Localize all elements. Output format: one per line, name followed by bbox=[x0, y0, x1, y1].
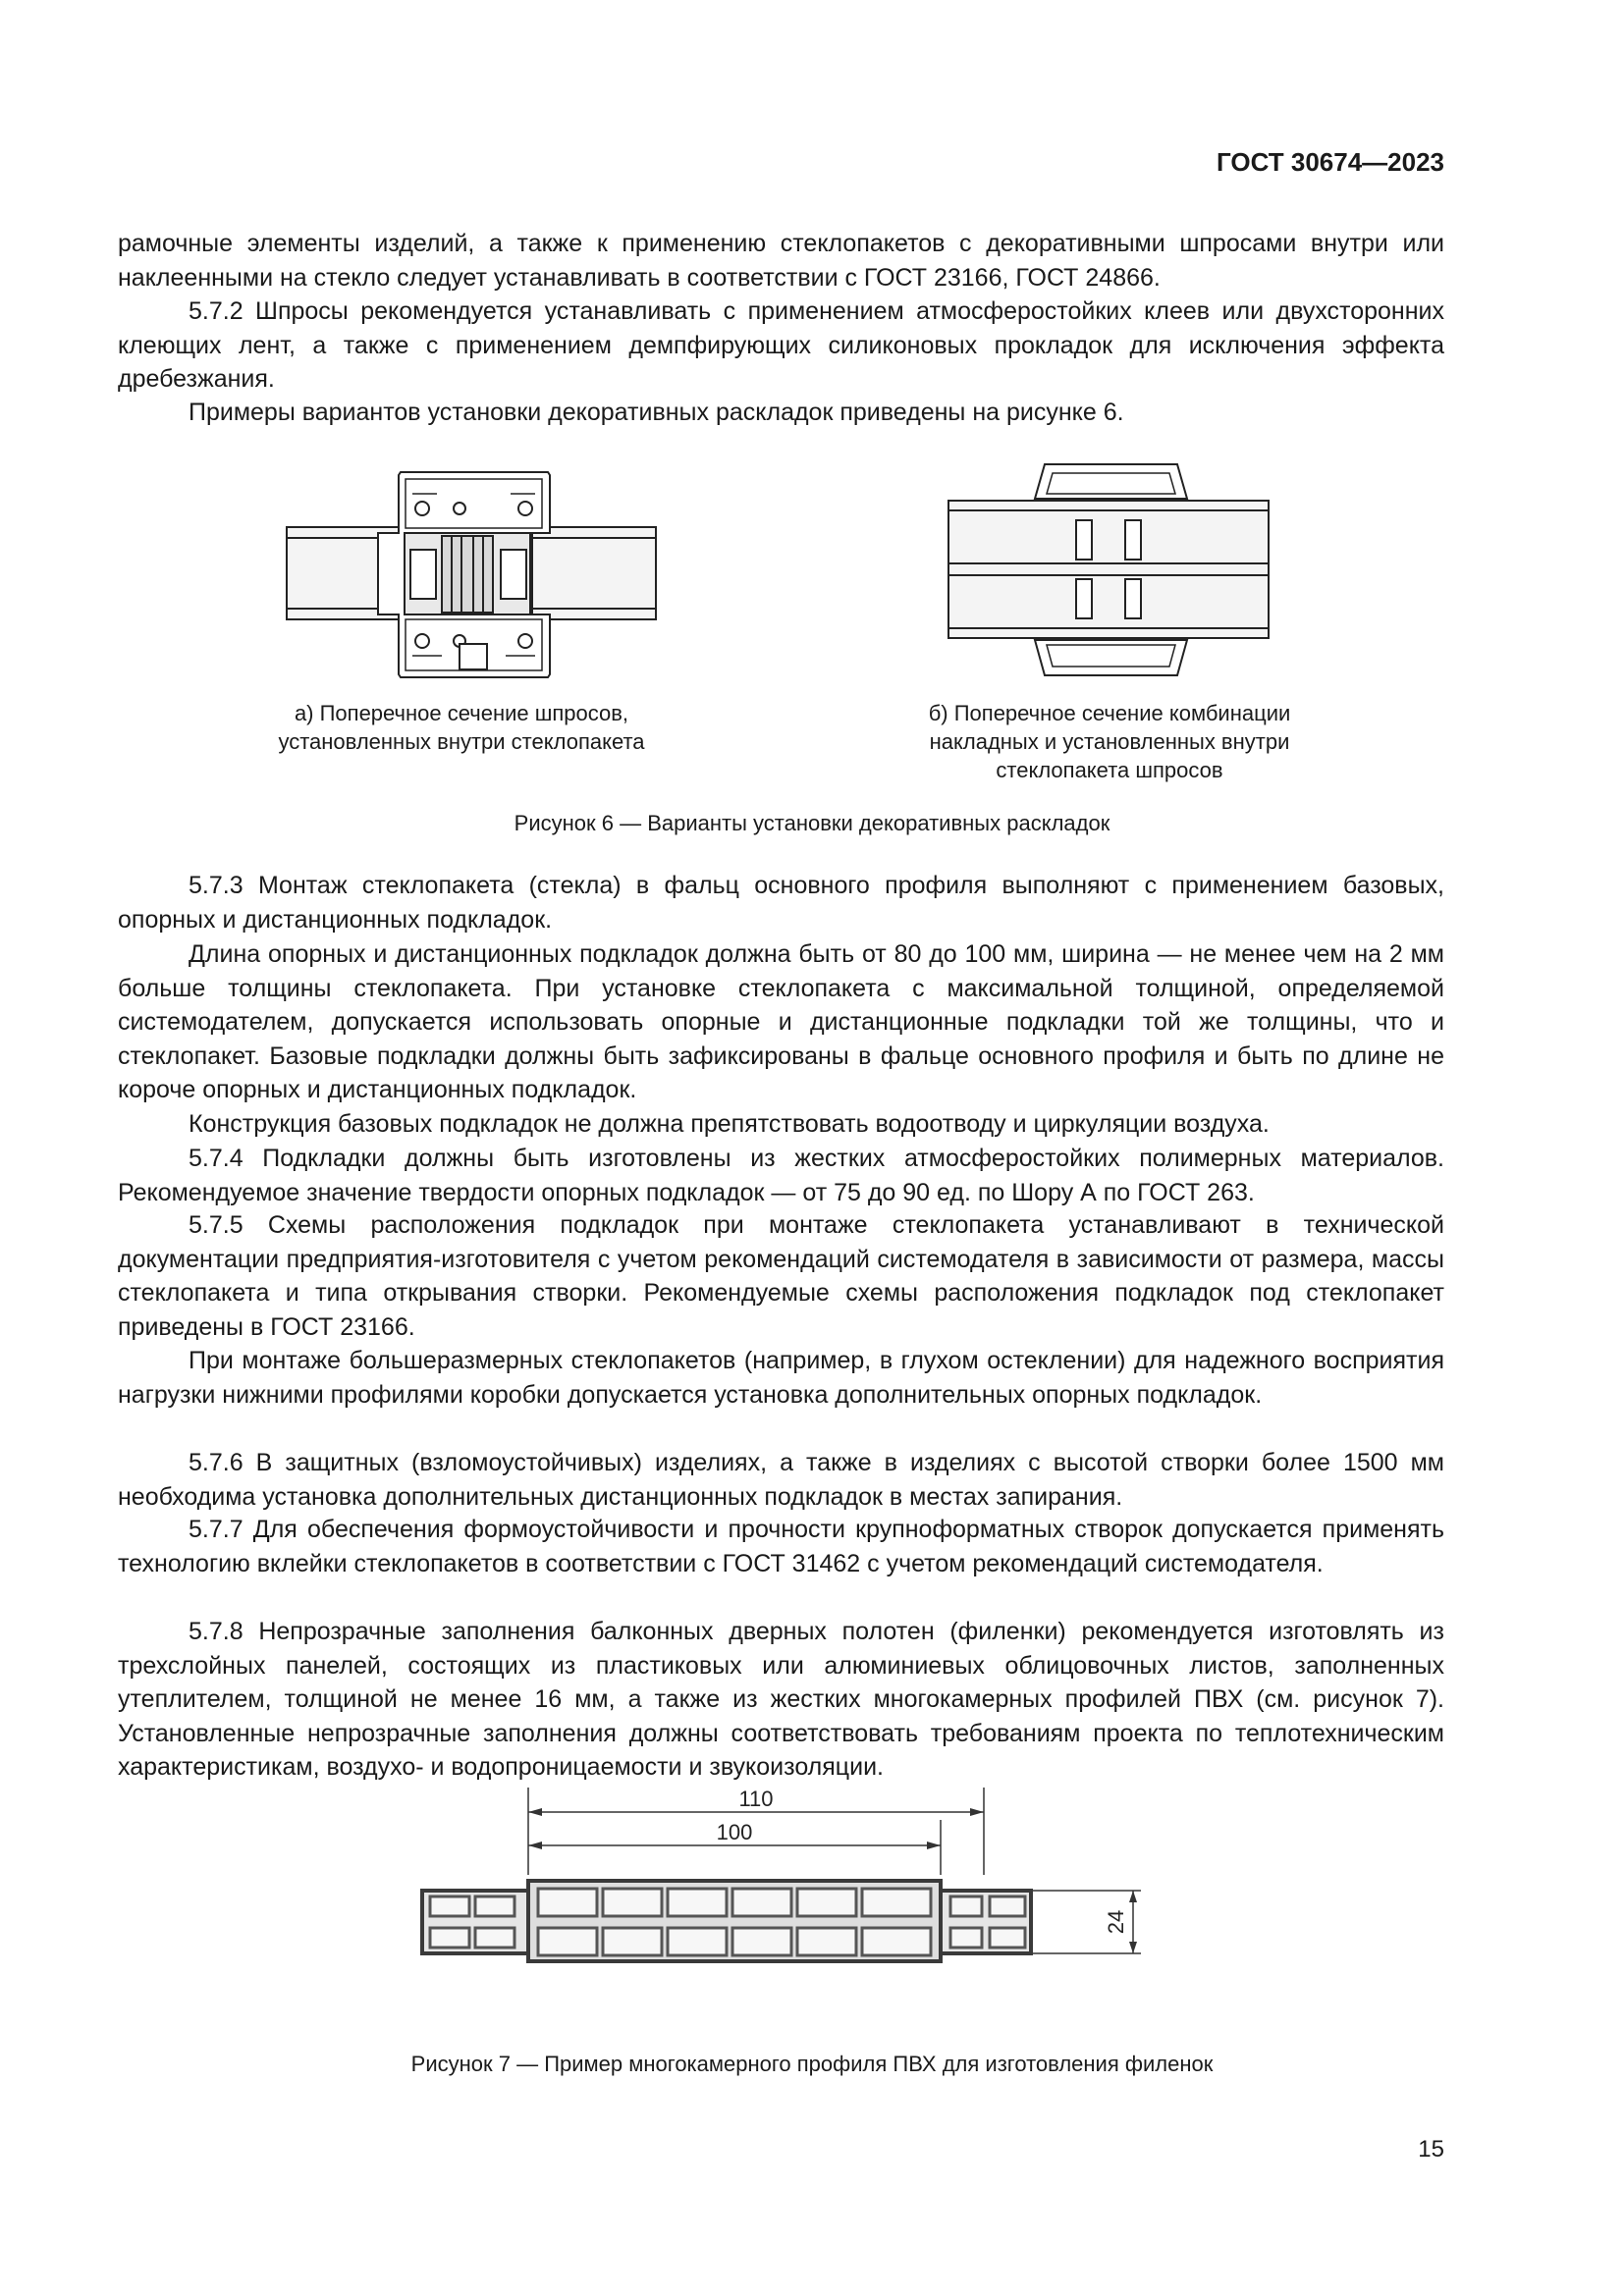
paragraph-pad-length: Длина опорных и дистанционных подкладок должна быть от 80 до 100 мм, ширина — не менее чем на 2 мм больше толщины стеклопакета. При установке стеклопакета с максимальной толщиной, определяемой системодателем, допускается использовать опорные и дистанционные подкладки той же толщины, что и стеклопакет. Базовые подкладки должны быть зафиксированы в фальце основного профиля и быть по длине не короче опорных и дистанционных подкладок. bbox=[118, 940, 1444, 1103]
paragraph-5-7-2: 5.7.2 Шпросы рекомендуется устанавливать с применением атмосферостойких клеев или двухсторонних клеющих лент, а также с применением демпфирующих силиконовых прокладок для исключения эффекта дребезжания. bbox=[118, 297, 1444, 393]
paragraph-figure6-reference: Примеры вариантов установки декоративных раскладок приведены на рисунке 6. bbox=[189, 399, 1124, 426]
figure6-title: Рисунок 6 — Варианты установки декоративных раскладок bbox=[514, 811, 1110, 835]
paragraph-5-7-5: 5.7.5 Схемы расположения подкладок при монтаже стеклопакета устанавливают в технической документации предприятия-изготовителя с учетом рекомендаций системодателя в зависимости от размера, массы стеклопакета и типа открывания створки. Рекомендуемые схемы расположения подкладок под стеклопакет приведены в ГОСТ 23166. bbox=[118, 1211, 1444, 1341]
figure7-title: Рисунок 7 — Пример многокамерного профиля ПВХ для изготовления филенок bbox=[410, 2052, 1214, 2076]
figure6b-drawing bbox=[947, 461, 1271, 682]
document-header: ГОСТ 30674—2023 bbox=[1217, 147, 1444, 177]
paragraph-continuation: рамочные элементы изделий, а также к применению стеклопакетов с декоративными шпросами внутри или наклеенными на стекло следует устанавливать в соответствии с ГОСТ 23166, ГОСТ 24866. bbox=[118, 230, 1444, 292]
figure7-drawing bbox=[412, 1785, 1159, 1981]
figure6a-caption: а) Поперечное сечение шпросов, установленных внутри стеклопакета bbox=[278, 701, 645, 754]
paragraph-5-7-6: 5.7.6 В защитных (взломоустойчивых) изделиях, а также в изделиях с высотой створки более 1500 мм необходима установка дополнительных дистанционных подкладок в местах запирания. bbox=[118, 1449, 1444, 1511]
dim-24-label: 24 bbox=[1104, 1909, 1128, 1935]
figure6a-drawing bbox=[285, 469, 658, 680]
paragraph-5-7-3: 5.7.3 Монтаж стеклопакета (стекла) в фальц основного профиля выполняют с применением базовых, опорных и дистанционных подкладок. bbox=[118, 872, 1444, 934]
paragraph-5-7-8: 5.7.8 Непрозрачные заполнения балконных дверных полотен (филенки) рекомендуется изготовлять из трехслойных панелей, состоящих из пластиковых или алюминиевых облицовочных листов, заполненных утеплителем, толщиной не менее 16 мм, а также из жестких многокамерных профилей ПВХ (см. рисунок 7). Установленные непрозрачные заполнения должны соответствовать требованиям проекта по теплотехническим характеристикам, воздухо- и водопроницаемости и звукоизоляции. bbox=[118, 1618, 1444, 1781]
paragraph-5-7-4: 5.7.4 Подкладки должны быть изготовлены из жестких атмосферостойких полимерных материалов. Рекомендуемое значение твердости опорных подкладок — от 75 до 90 ед. по Шору А по ГОСТ 263. bbox=[118, 1145, 1444, 1206]
paragraph-pad-design: Конструкция базовых подкладок не должна препятствовать водоотводу и циркуляции воздуха. bbox=[189, 1110, 1270, 1138]
paragraph-large-units: При монтаже большеразмерных стеклопакетов (например, в глухом остеклении) для надежного восприятия нагрузки нижними профилями коробки допускается установка дополнительных опорных подкладок. bbox=[118, 1347, 1444, 1409]
page-number: 15 bbox=[1418, 2136, 1444, 2163]
dim-110-label: 110 bbox=[738, 1787, 774, 1811]
paragraph-5-7-7: 5.7.7 Для обеспечения формоустойчивости и прочности крупноформатных створок допускается применять технологию вклейки стеклопакетов в соответствии с ГОСТ 31462 с учетом рекомендаций системодателя. bbox=[118, 1516, 1444, 1577]
figure6b-caption: б) Поперечное сечение комбинации накладных и установленных внутри стеклопакета шпросов bbox=[928, 701, 1291, 782]
dim-100-label: 100 bbox=[716, 1820, 753, 1844]
